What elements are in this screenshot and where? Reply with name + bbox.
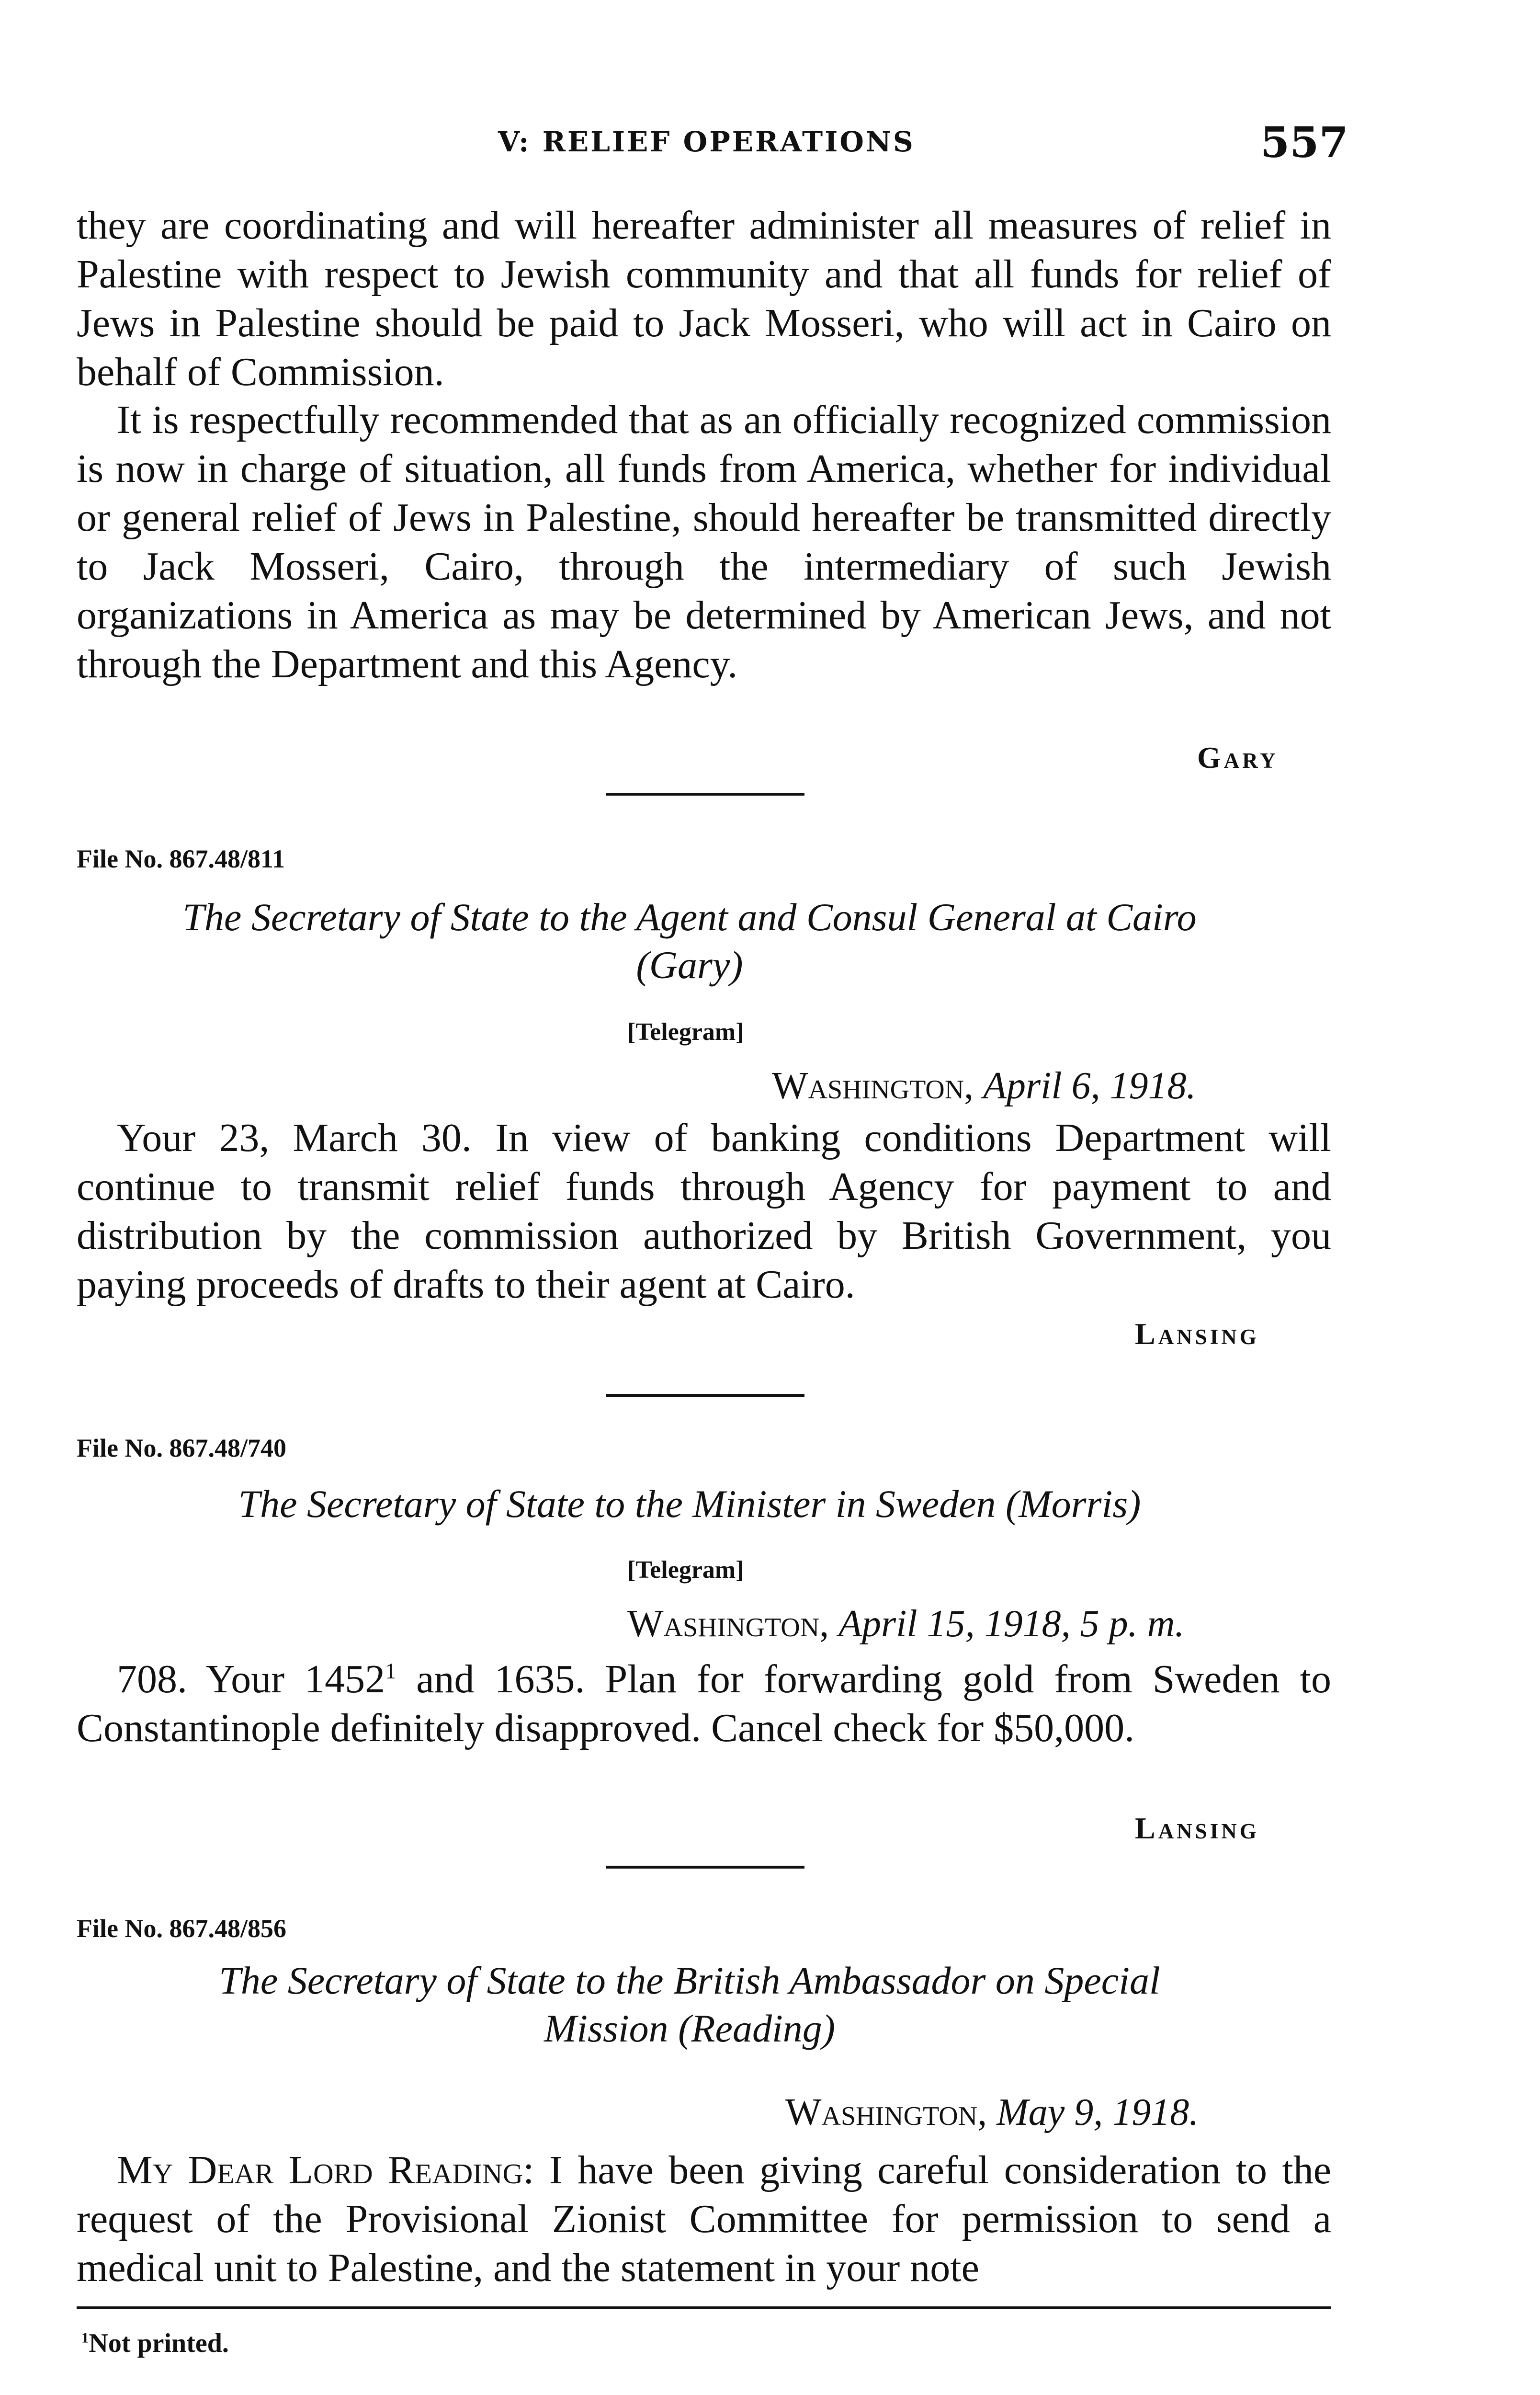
telegram-body: Your 23, March 30. In view of banking conditions Department will continue to transmit relief funds through Agency for payment to and distribution by the commission authorized by British Government, you paying proceeds of drafts to their agent at Cairo.	[77, 1116, 1331, 1307]
dateline: Washington, April 15, 1918, 5 p. m.	[627, 1603, 1185, 1645]
letter-body	[77, 2146, 1331, 2292]
dateline-place: Washington	[772, 1065, 964, 1107]
recommendation-paragraph: It is respectfully recommended that as an officially recognized commission is now in charge of situation, all funds from America, whether for individual or general relief of Jews in Palestine, should hereafter be transmitted directly to Jack Mosseri, Cairo, through the intermediary of such Jewish organizations in America as may be determined by American Jews, and not through the Department and this Agency.	[77, 398, 1331, 686]
signature-lansing: Lansing	[1135, 1317, 1259, 1351]
signature-gary: Gary	[1197, 741, 1279, 775]
salutation: My Dear Lord Reading:	[117, 2148, 534, 2192]
footnote	[81, 2328, 229, 2359]
file-number: File No. 867.48/856	[77, 1914, 286, 1943]
document-title-line: The Secretary of State to the British Ambassador on Special	[219, 1959, 1160, 2002]
continuation-paragraph: they are coordinating and will hereafter administer all measures of relief in Palestine with respect to Jewish community and that all funds for relief of Jews in Palestine should be paid to Jack Mosseri, who will act in Cairo on behalf of Commission.	[77, 203, 1331, 394]
section-divider	[606, 1394, 804, 1397]
section-divider	[606, 793, 804, 796]
telegram-body-start: 708. Your 1452	[117, 1657, 385, 1701]
dateline-place: Washington	[785, 2091, 978, 2133]
letter-body-text: I have been giving careful consideration to the request of the Provisional Zionist Committee for permission to send a medical unit to Palestine, and the statement in your note	[77, 2148, 1332, 2290]
dateline-date: April 6, 1918.	[983, 1065, 1196, 1107]
dateline-date: May 9, 1918.	[996, 2091, 1199, 2133]
dateline-place: Washington	[627, 1603, 820, 1645]
document-title-line: The Secretary of State to the Minister in Sweden (Morris)	[238, 1482, 1141, 1526]
footnote-reference: 1	[385, 1659, 396, 1683]
telegram-body	[77, 1655, 1331, 1753]
document-title	[77, 1480, 1302, 1528]
dateline: Washington, April 6, 1918.	[772, 1065, 1196, 1107]
telegram-label: [Telegram]	[627, 1018, 744, 1046]
document-title-line: Mission (Reading)	[544, 2007, 836, 2050]
document-title-line: The Secretary of State to the Agent and Consul General at Cairo	[182, 895, 1197, 939]
file-number: File No. 867.48/811	[77, 844, 285, 873]
dateline-date: April 15, 1918, 5 p. m.	[838, 1603, 1185, 1645]
document-title	[77, 1957, 1302, 2053]
footnote-marker: 1	[81, 2329, 89, 2346]
page-number: 557	[1260, 117, 1348, 167]
dateline: Washington, May 9, 1918.	[785, 2091, 1199, 2133]
footnote-rule	[77, 2306, 1331, 2309]
signature-lansing: Lansing	[1135, 1811, 1259, 1845]
telegram-label: [Telegram]	[627, 1556, 744, 1584]
document-title-line: (Gary)	[636, 943, 743, 987]
footnote-text: Not printed.	[89, 2328, 229, 2358]
document-title	[77, 893, 1302, 989]
running-header: V: RELIEF OPERATIONS	[498, 125, 915, 158]
telegram-body-rest: and 1635. Plan for forwarding gold from Sweden to Constantinople definitely disapproved. Cancel check for $50,000.	[77, 1657, 1332, 1750]
file-number: File No. 867.48/740	[77, 1434, 286, 1462]
section-divider	[606, 1866, 804, 1869]
